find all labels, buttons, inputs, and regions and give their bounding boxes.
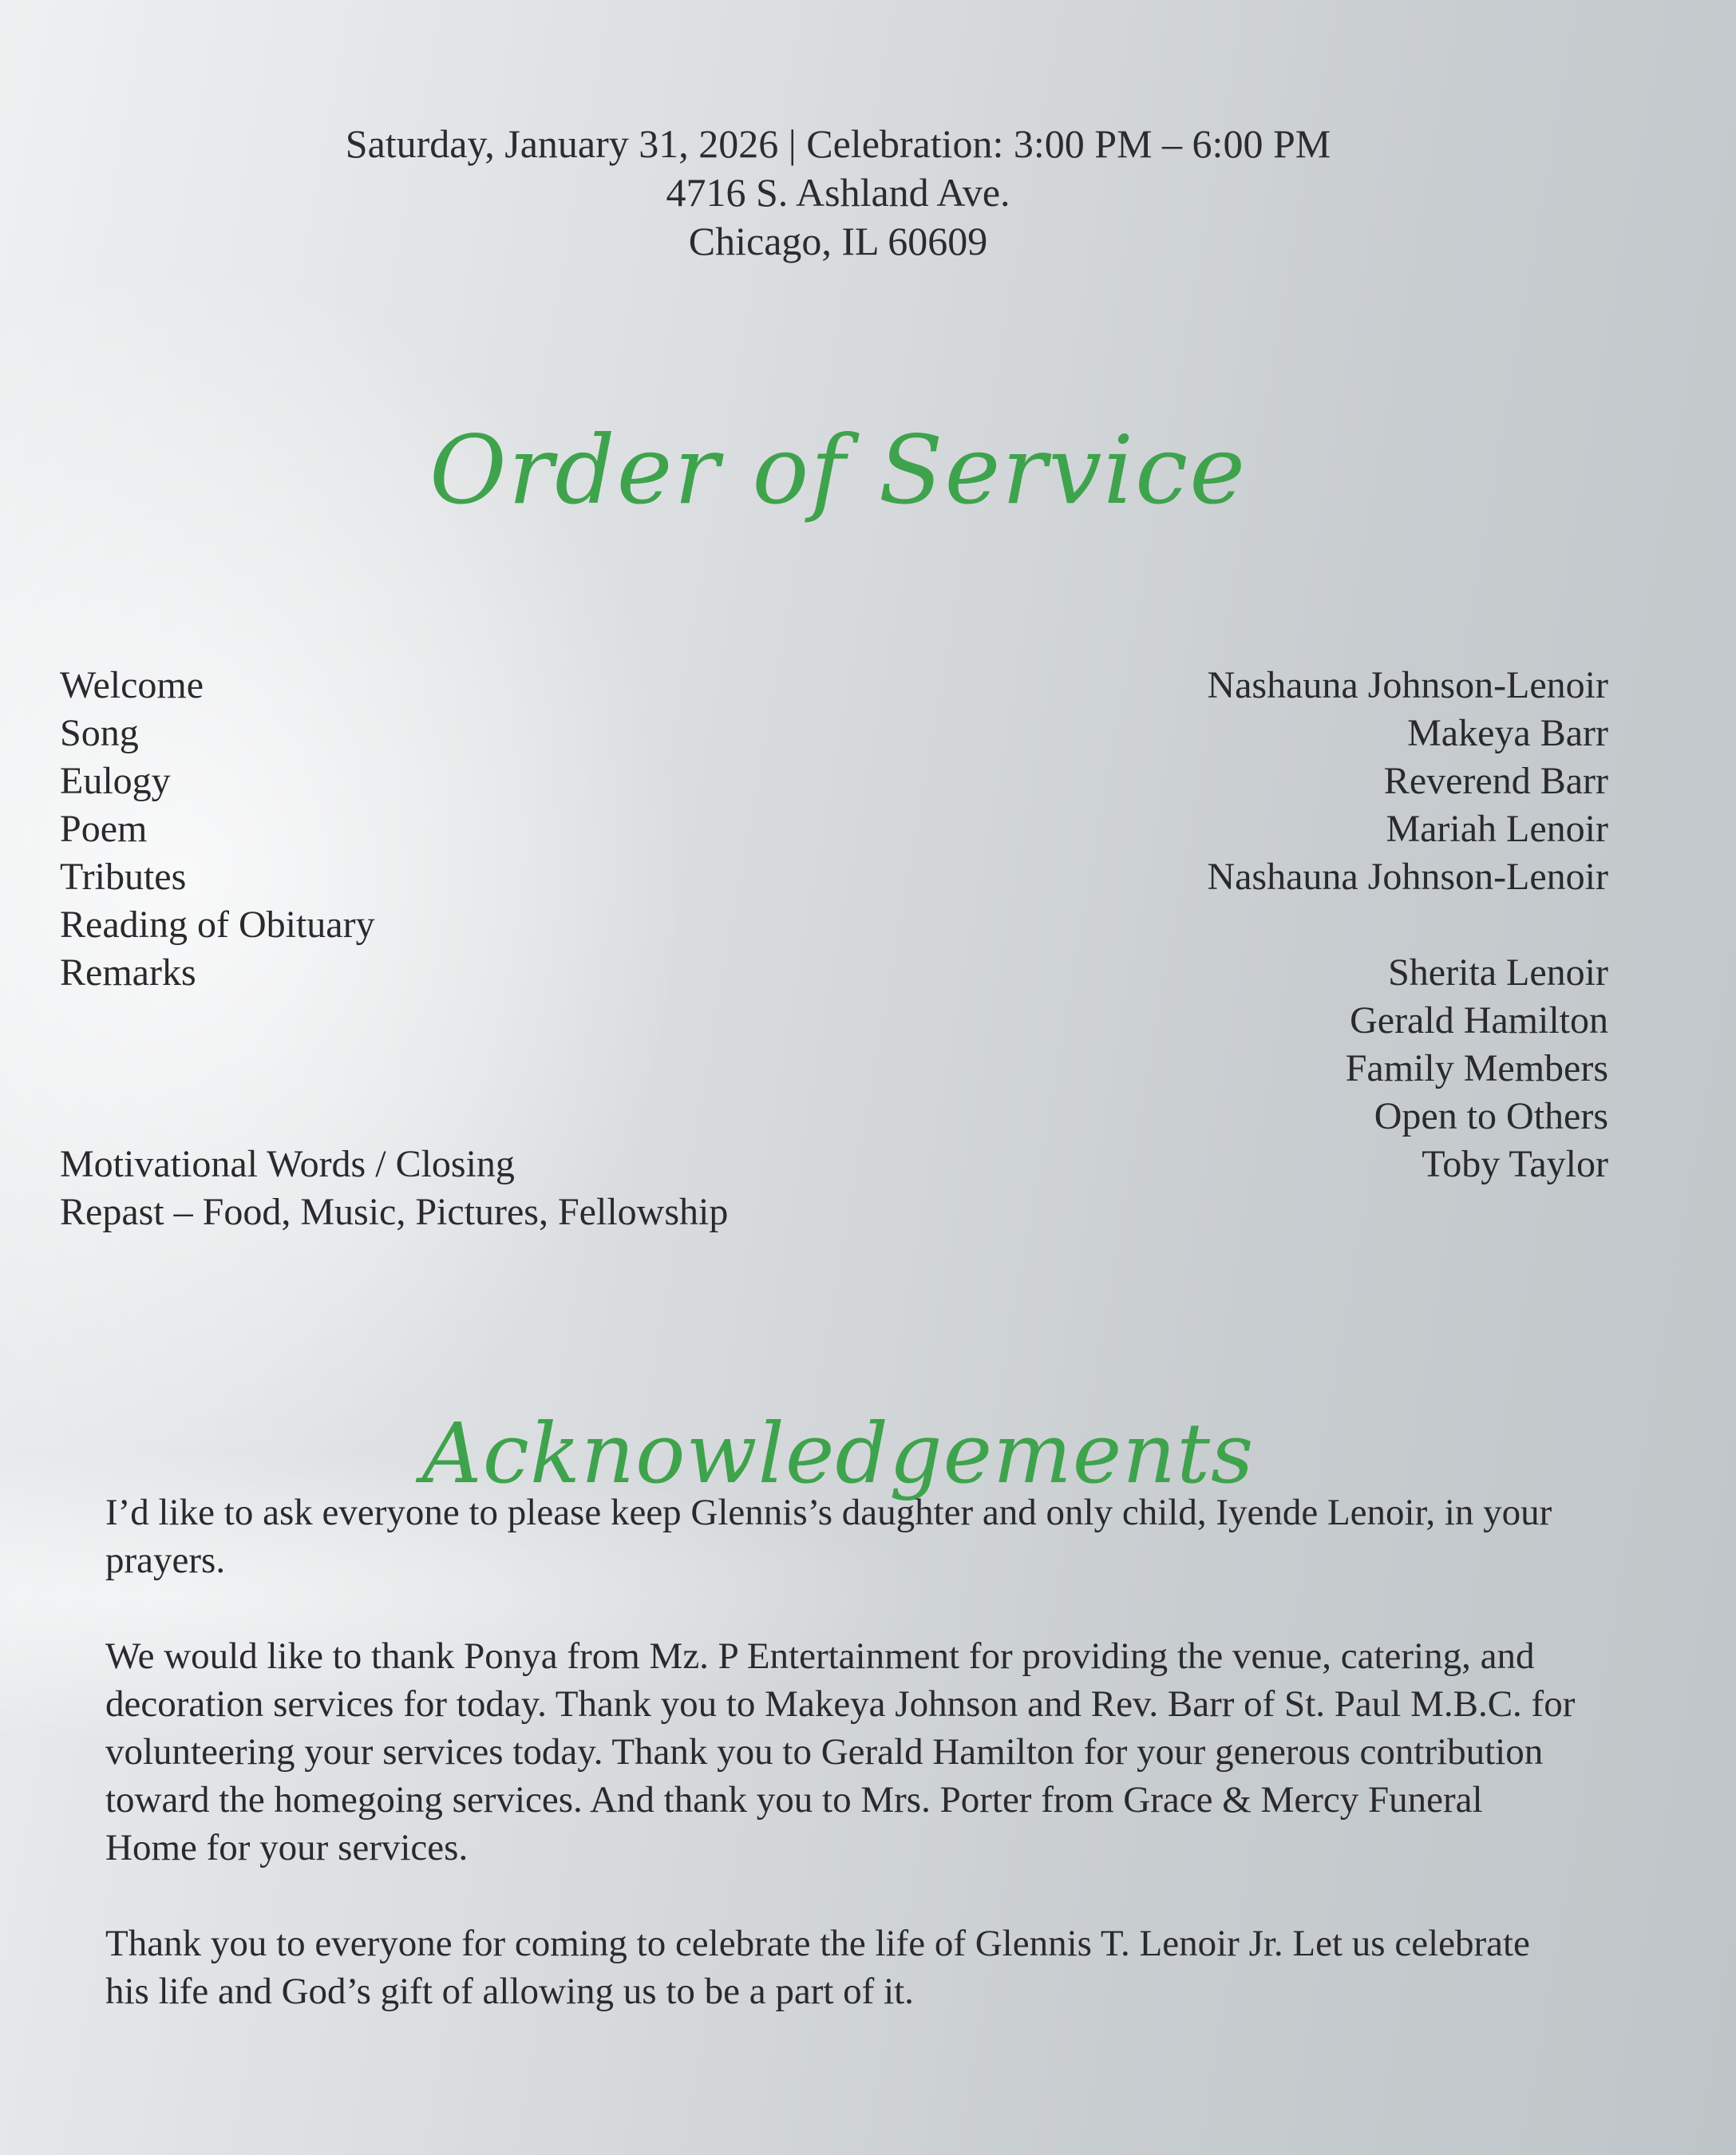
service-person: Toby Taylor — [1422, 1143, 1608, 1185]
service-row — [60, 949, 1608, 997]
service-person: Nashauna Johnson-Lenoir — [1207, 664, 1608, 706]
service-row — [60, 1093, 1608, 1141]
service-person: Makeya Barr — [1407, 712, 1608, 754]
acknowledgements-title: Acknowledgements — [421, 1405, 1255, 1502]
service-person: Mariah Lenoir — [1386, 808, 1608, 850]
service-row — [60, 1188, 1608, 1236]
service-person: Nashauna Johnson-Lenoir — [1207, 856, 1608, 898]
acknowledgement-paragraph: Thank you to everyone for coming to celebrate the life of Glennis T. Lenoir Jr. Let us celebrate his life and God’s gift of allowing us to be a part of it. — [105, 1923, 1530, 2012]
service-row — [60, 1045, 1608, 1093]
service-item: Welcome — [60, 664, 204, 706]
service-row — [60, 901, 1608, 949]
order-of-service-list — [60, 662, 1608, 1236]
service-person: Open to Others — [1374, 1095, 1608, 1137]
acknowledgement-paragraph: I’d like to ask everyone to please keep Glennis’s daughter and only child, Iyende Lenoir, in your prayers. — [105, 1492, 1552, 1581]
service-row — [60, 805, 1608, 853]
service-person: Gerald Hamilton — [1350, 999, 1608, 1042]
event-date-time: Saturday, January 31, 2026 | Celebration: 3:00 PM – 6:00 PM — [345, 121, 1331, 166]
acknowledgement-paragraph: We would like to thank Ponya from Mz. P Entertainment for providing the venue, catering, and decoration services for today. Thank you to Makeya Johnson and Rev. Barr of St. Paul M.B.C. for volunteering your services today. Thank you to Gerald Hamilton for your generous contribution toward the homegoing services. And thank you to Mrs. Porter from Grace & Mercy Funeral Home for your services. — [105, 1635, 1576, 1868]
event-address-city: Chicago, IL 60609 — [688, 219, 988, 263]
service-person: Sherita Lenoir — [1388, 951, 1608, 994]
service-row — [60, 1141, 1608, 1188]
service-item: Song — [60, 712, 139, 754]
event-address-street: 4716 S. Ashland Ave. — [666, 170, 1010, 215]
service-item: Motivational Words / Closing — [60, 1143, 515, 1185]
service-row — [60, 997, 1608, 1045]
service-item: Poem — [60, 808, 148, 850]
service-row — [60, 757, 1608, 805]
service-row — [60, 710, 1608, 757]
service-row — [60, 662, 1608, 710]
service-item: Eulogy — [60, 760, 171, 802]
service-row — [60, 853, 1608, 901]
service-item: Reading of Obituary — [60, 904, 375, 946]
service-item: Remarks — [60, 951, 196, 994]
event-header — [0, 120, 1676, 266]
order-of-service-title: Order of Service — [429, 415, 1248, 525]
service-person: Family Members — [1345, 1047, 1608, 1089]
service-item: Repast – Food, Music, Pictures, Fellowship — [60, 1191, 729, 1233]
acknowledgements-body — [105, 1489, 1582, 2063]
service-person: Reverend Barr — [1383, 760, 1608, 802]
service-item: Tributes — [60, 856, 187, 898]
